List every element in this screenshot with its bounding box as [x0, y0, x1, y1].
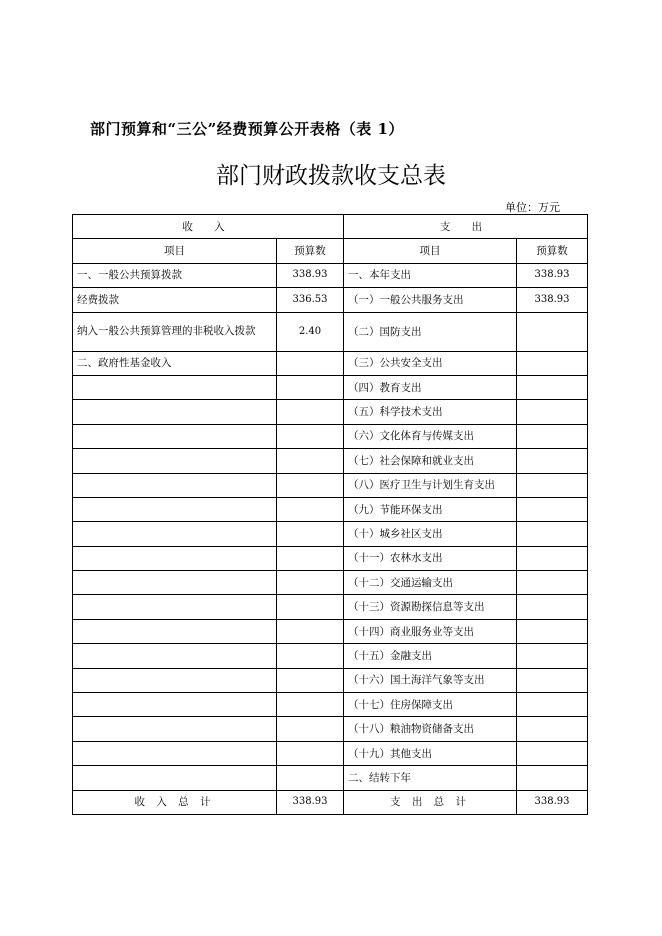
income-item-cell: [73, 522, 277, 546]
expense-value-cell: [517, 522, 588, 546]
table-row: [73, 424, 588, 448]
expense-value-cell: [517, 546, 588, 570]
income-value-cell: [277, 693, 344, 717]
expense-item-cell: （十四）商业服务业等支出: [344, 619, 517, 643]
income-value-cell: [277, 375, 344, 399]
expense-item-cell: （十一）农林水支出: [344, 546, 517, 570]
document-heading: 部门预算和“三公”经费预算公开表格（表 1）: [90, 120, 404, 138]
expense-value-cell: [517, 312, 588, 351]
budget-summary-table: [72, 214, 588, 815]
income-value-cell: 2.40: [277, 312, 344, 351]
expense-item-cell: 一、本年支出: [344, 263, 517, 287]
section-header-row: [73, 215, 588, 239]
expense-item-cell: （八）医疗卫生与计划生育支出: [344, 473, 517, 497]
expense-item-cell: （一）一般公共服务支出: [344, 288, 517, 312]
expense-value-cell: [517, 571, 588, 595]
expense-item-cell: （十六）国土海洋气象等支出: [344, 668, 517, 692]
income-item-cell: [73, 644, 277, 668]
income-value-cell: [277, 766, 344, 790]
expense-item-cell: （十）城乡社区支出: [344, 522, 517, 546]
income-total-value: 338.93: [277, 790, 344, 814]
expense-item-header: 项目: [344, 239, 517, 263]
expense-section-header: 支 出: [344, 215, 588, 239]
income-value-cell: [277, 595, 344, 619]
expense-value-cell: [517, 668, 588, 692]
table-row: [73, 766, 588, 790]
income-item-cell: 纳入一般公共预算管理的非税收入拨款: [73, 312, 277, 351]
income-value-cell: [277, 497, 344, 521]
page-title: 部门财政拨款收支总表: [216, 163, 446, 189]
expense-value-cell: [517, 693, 588, 717]
expense-item-cell: （九）节能环保支出: [344, 497, 517, 521]
expense-item-cell: （十三）资源勘探信息等支出: [344, 595, 517, 619]
column-header-row: [73, 239, 588, 263]
expense-total-value: 338.93: [517, 790, 588, 814]
expense-item-cell: （四）教育支出: [344, 375, 517, 399]
table-row: [73, 546, 588, 570]
expense-item-cell: （五）科学技术支出: [344, 400, 517, 424]
income-item-cell: [73, 375, 277, 399]
income-item-cell: [73, 619, 277, 643]
income-item-cell: 经费拨款: [73, 288, 277, 312]
income-item-cell: [73, 717, 277, 741]
table-row: [73, 400, 588, 424]
income-item-cell: [73, 424, 277, 448]
income-item-cell: 二、政府性基金收入: [73, 351, 277, 375]
table-row: [73, 522, 588, 546]
total-row: [73, 790, 588, 814]
income-value-cell: [277, 546, 344, 570]
expense-item-cell: 二、结转下年: [344, 766, 517, 790]
expense-item-cell: （十八）粮油物资储备支出: [344, 717, 517, 741]
income-value-cell: [277, 668, 344, 692]
expense-value-cell: 338.93: [517, 288, 588, 312]
income-value-cell: [277, 449, 344, 473]
income-item-cell: [73, 473, 277, 497]
income-value-cell: [277, 473, 344, 497]
table-row: [73, 263, 588, 287]
table-row: [73, 619, 588, 643]
expense-value-cell: [517, 766, 588, 790]
table-row: [73, 595, 588, 619]
table-row: [73, 693, 588, 717]
table-row: [73, 449, 588, 473]
income-item-cell: [73, 571, 277, 595]
expense-item-cell: （二）国防支出: [344, 312, 517, 351]
table-row: [73, 741, 588, 765]
income-value-cell: [277, 522, 344, 546]
income-value-cell: [277, 644, 344, 668]
income-item-header: 项目: [73, 239, 277, 263]
income-value-cell: [277, 571, 344, 595]
expense-value-cell: [517, 717, 588, 741]
table-row: [73, 312, 588, 351]
expense-budget-header: 预算数: [517, 239, 588, 263]
expense-value-cell: [517, 375, 588, 399]
expense-item-cell: （三）公共安全支出: [344, 351, 517, 375]
expense-value-cell: [517, 644, 588, 668]
income-item-cell: [73, 595, 277, 619]
table-row: [73, 644, 588, 668]
income-item-cell: [73, 546, 277, 570]
income-value-cell: [277, 717, 344, 741]
expense-value-cell: [517, 351, 588, 375]
income-total-label: 收 入 总 计: [73, 790, 277, 814]
income-value-cell: 336.53: [277, 288, 344, 312]
income-item-cell: 一、一般公共预算拨款: [73, 263, 277, 287]
expense-item-cell: （十五）金融支出: [344, 644, 517, 668]
expense-total-label: 支 出 总 计: [344, 790, 517, 814]
expense-value-cell: [517, 619, 588, 643]
income-item-cell: [73, 693, 277, 717]
income-item-cell: [73, 497, 277, 521]
expense-value-cell: [517, 449, 588, 473]
expense-value-cell: 338.93: [517, 263, 588, 287]
expense-value-cell: [517, 741, 588, 765]
income-item-cell: [73, 741, 277, 765]
income-value-cell: [277, 351, 344, 375]
table-row: [73, 351, 588, 375]
income-value-cell: 338.93: [277, 263, 344, 287]
table-row: [73, 717, 588, 741]
income-item-cell: [73, 668, 277, 692]
income-value-cell: [277, 400, 344, 424]
income-value-cell: [277, 619, 344, 643]
table-row: [73, 288, 588, 312]
expense-value-cell: [517, 497, 588, 521]
expense-value-cell: [517, 400, 588, 424]
expense-value-cell: [517, 473, 588, 497]
income-item-cell: [73, 766, 277, 790]
income-value-cell: [277, 424, 344, 448]
table-row: [73, 497, 588, 521]
income-budget-header: 预算数: [277, 239, 344, 263]
expense-item-cell: （七）社会保障和就业支出: [344, 449, 517, 473]
income-item-cell: [73, 400, 277, 424]
table-row: [73, 375, 588, 399]
income-item-cell: [73, 449, 277, 473]
expense-item-cell: （十二）交通运输支出: [344, 571, 517, 595]
expense-item-cell: （十七）住房保障支出: [344, 693, 517, 717]
income-section-header: 收 入: [73, 215, 344, 239]
expense-item-cell: （十九）其他支出: [344, 741, 517, 765]
table-row: [73, 668, 588, 692]
expense-value-cell: [517, 595, 588, 619]
unit-label: 单位：万元: [505, 201, 560, 214]
expense-item-cell: （六）文化体育与传媒支出: [344, 424, 517, 448]
table-row: [73, 571, 588, 595]
table-row: [73, 473, 588, 497]
income-value-cell: [277, 741, 344, 765]
expense-value-cell: [517, 424, 588, 448]
